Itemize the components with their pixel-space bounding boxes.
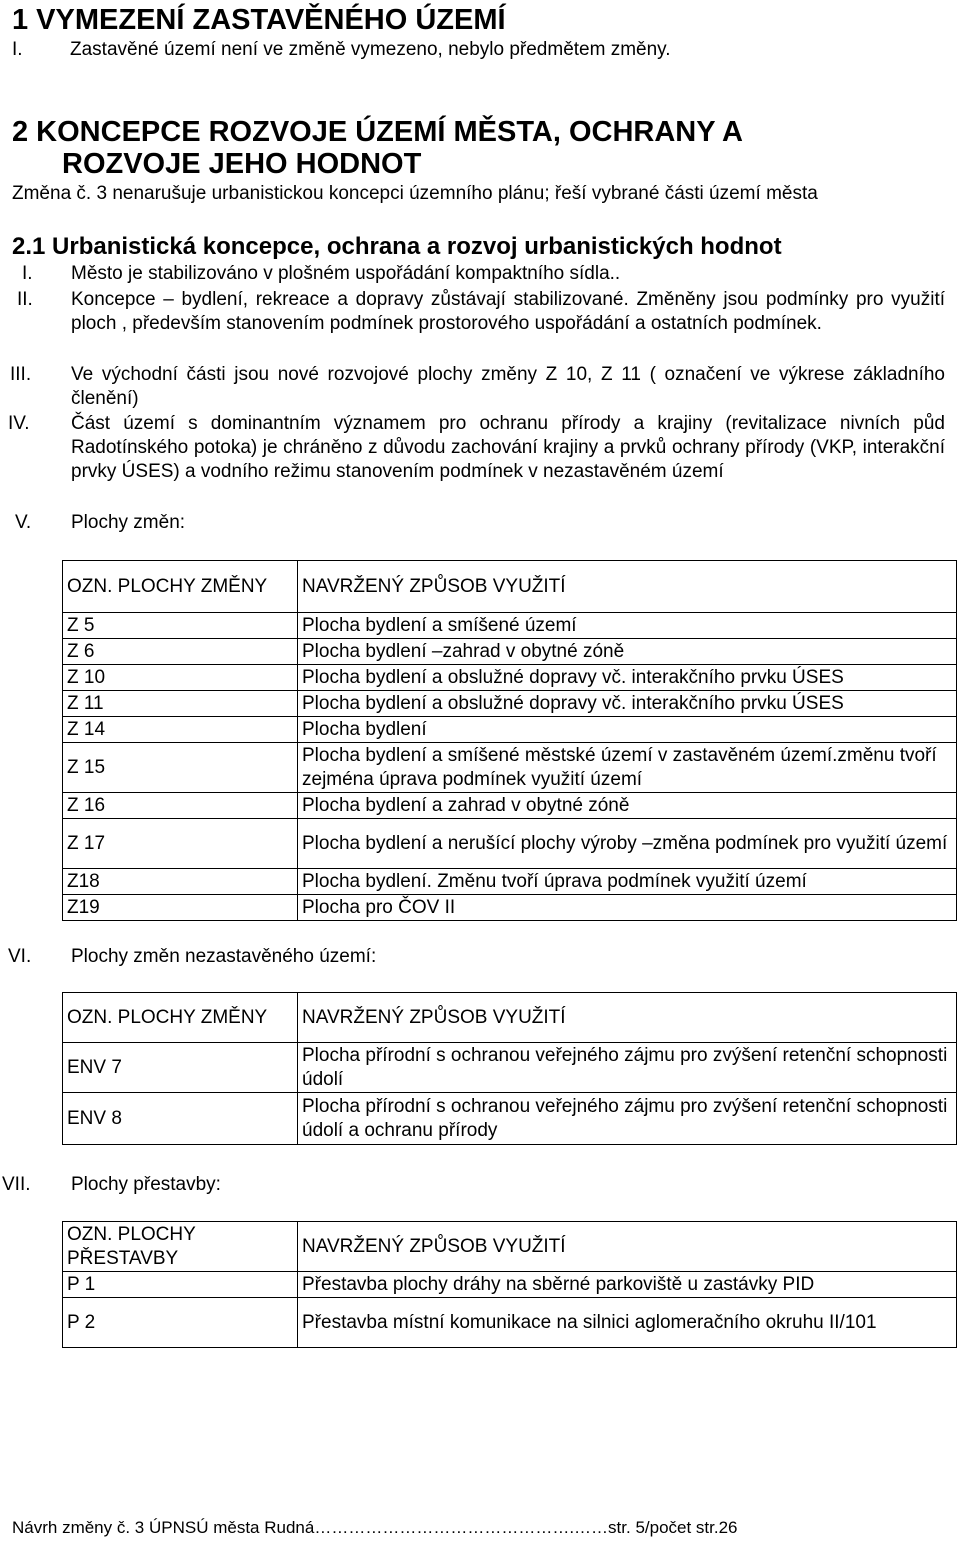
item-text: Plochy přestavby: <box>71 1174 221 1195</box>
table-cell: P 1 <box>63 1272 298 1298</box>
table-cell: Plocha přírodní s ochranou veřejného zájmu pro zvýšení retenční schopnosti údolí <box>298 1043 957 1093</box>
changes-table <box>62 560 957 921</box>
table-header-cell: NAVRŽENÝ ZPŮSOB VYUŽITÍ <box>298 1222 957 1272</box>
table-cell: Plocha bydlení –zahrad v obytné zóně <box>298 639 957 665</box>
table-cell: Plocha bydlení a smíšené městské území v zastavěném území.změnu tvoří zejména úprava podmínek využití území <box>298 743 957 793</box>
rebuild-table <box>62 1221 957 1348</box>
table-cell: Plocha bydlení a smíšené území <box>298 613 957 639</box>
section-2-heading-line-2: ROZVOJE JEHO HODNOT <box>62 148 422 180</box>
section-2-intro: Změna č. 3 nenarušuje urbanistickou koncepci územního plánu; řeší vybrané části území města <box>12 183 818 204</box>
item-text: Město je stabilizováno v plošném uspořádání kompaktního sídla.. <box>71 263 621 284</box>
section-1-heading: 1 VYMEZENÍ ZASTAVĚNÉHO ÚZEMÍ <box>12 4 506 36</box>
section-1-item-text: Zastavěné území není ve změně vymezeno, nebylo předmětem změny. <box>70 39 671 60</box>
table-cell: Plocha bydlení a obslužné dopravy vč. interakčního prvku ÚSES <box>298 665 957 691</box>
table-header-cell: NAVRŽENÝ ZPŮSOB VYUŽITÍ <box>298 561 957 613</box>
table-row <box>63 1093 957 1145</box>
table-row <box>63 639 957 665</box>
table-cell: Z 15 <box>63 743 298 793</box>
item-number: II. <box>17 289 33 310</box>
item-text: Plochy změn: <box>71 512 186 533</box>
table-cell: ENV 8 <box>63 1093 298 1145</box>
page-footer: Návrh změny č. 3 ÚPNSÚ města Rudná……………………………………….……str. 5/počet str.26 <box>12 1518 738 1537</box>
table-cell: Z 17 <box>63 819 298 869</box>
table-cell: Z19 <box>63 895 298 921</box>
table-row <box>63 743 957 793</box>
item-text: Plochy změn nezastavěného území: <box>71 946 377 967</box>
table-cell: ENV 7 <box>63 1043 298 1093</box>
table-row <box>63 691 957 717</box>
table-header-cell: OZN. PLOCHY PŘESTAVBY <box>63 1222 298 1272</box>
table-header-row <box>63 561 957 613</box>
item-number: III. <box>10 364 32 385</box>
item-number: VII. <box>2 1174 31 1195</box>
table-cell: Plocha bydlení a nerušící plochy výroby –změna podmínek pro využití území <box>298 819 957 869</box>
table-cell: Plocha přírodní s ochranou veřejného zájmu pro zvýšení retenční schopnosti údolí a ochranu přírody <box>298 1093 957 1145</box>
table-header-row <box>63 993 957 1043</box>
table-cell: Plocha bydlení. Změnu tvoří úprava podmínek využití území <box>298 869 957 895</box>
item-text: Ve východní části jsou nové rozvojové plochy změny Z 10, Z 11 ( označení ve výkrese základního členění) <box>71 364 945 409</box>
table-cell: Z 11 <box>63 691 298 717</box>
table-row <box>63 869 957 895</box>
table-header-cell: OZN. PLOCHY ZMĚNY <box>63 561 298 613</box>
table-row <box>63 665 957 691</box>
table-header-row <box>63 1222 957 1272</box>
table-cell: Z 6 <box>63 639 298 665</box>
table-cell: Z 10 <box>63 665 298 691</box>
table-cell: Přestavba plochy dráhy na sběrné parkoviště u zastávky PID <box>298 1272 957 1298</box>
table-cell: P 2 <box>63 1298 298 1348</box>
env-table <box>62 992 957 1145</box>
table-row <box>63 717 957 743</box>
table-cell: Přestavba místní komunikace na silnici aglomeračního okruhu II/101 <box>298 1298 957 1348</box>
item-text: Koncepce – bydlení, rekreace a dopravy zůstávají stabilizované. Změněny jsou podmínky pro využití ploch , především stanovením podmínek prostorového uspořádání a ostatních podmínek. <box>71 289 945 334</box>
table-row <box>63 895 957 921</box>
table-row <box>63 1298 957 1348</box>
section-2-1-heading: 2.1 Urbanistická koncepce, ochrana a rozvoj urbanistických hodnot <box>12 233 782 260</box>
item-text: Část území s dominantním významem pro ochranu přírody a krajiny (revitalizace nivních půd Radotínského potoka) je chráněno z důvodu zachování krajiny a prvků ochrany přírody (VKP, interakční prvky ÚSES) a vodního režimu stanovením podmínek v nezastavěném území <box>71 413 945 482</box>
section-2-heading-line-1: 2 KONCEPCE ROZVOJE ÚZEMÍ MĚSTA, OCHRANY A <box>12 116 743 148</box>
item-number: V. <box>15 512 32 533</box>
table-header-cell: OZN. PLOCHY ZMĚNY <box>63 993 298 1043</box>
item-number: I. <box>22 263 33 284</box>
table-cell: Plocha bydlení a obslužné dopravy vč. interakčního prvku ÚSES <box>298 691 957 717</box>
section-1-item-number: I. <box>12 39 23 60</box>
table-cell: Plocha bydlení <box>298 717 957 743</box>
table-cell: Z18 <box>63 869 298 895</box>
table-row <box>63 613 957 639</box>
table-cell: Z 14 <box>63 717 298 743</box>
table-row <box>63 819 957 869</box>
table-row <box>63 1272 957 1298</box>
table-cell: Z 5 <box>63 613 298 639</box>
table-cell: Z 16 <box>63 793 298 819</box>
table-cell: Plocha bydlení a zahrad v obytné zóně <box>298 793 957 819</box>
table-cell: Plocha pro ČOV II <box>298 895 957 921</box>
table-row <box>63 1043 957 1093</box>
item-number: IV. <box>8 413 30 434</box>
table-header-cell: NAVRŽENÝ ZPŮSOB VYUŽITÍ <box>298 993 957 1043</box>
table-row <box>63 793 957 819</box>
item-number: VI. <box>8 946 32 967</box>
